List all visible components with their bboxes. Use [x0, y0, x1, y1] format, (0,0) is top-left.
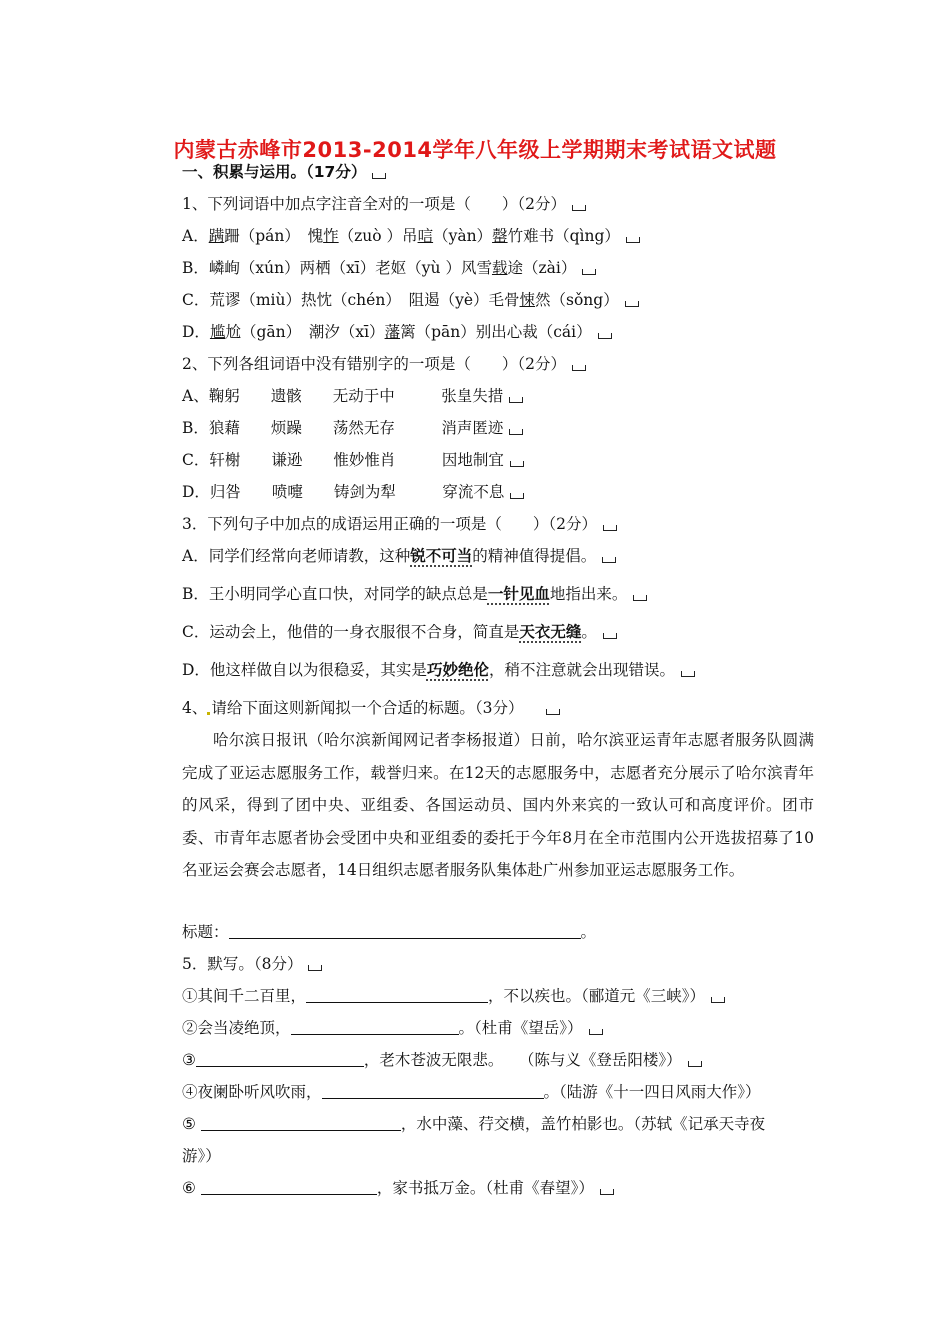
text-q4-stem-1: 4、	[182, 699, 208, 717]
text-q4-stem-2: 请给下面这则新闻拟一个合适的标题。（3分）	[211, 699, 524, 717]
paragraph-mark-icon	[625, 301, 639, 307]
question-5-stem	[182, 954, 322, 974]
highlight-dot-icon	[207, 712, 210, 715]
text-q1-a-u4: 罄	[492, 227, 508, 245]
question-1-option-d	[182, 322, 612, 342]
text-q2-c: C．轩榭 谦逊 惟妙惟肖 因地制宜	[182, 451, 504, 469]
recitation-blank-3[interactable]	[196, 1050, 364, 1067]
question-3-option-c	[182, 622, 617, 642]
text-q1-a-1: 跚（pán） 愧	[224, 227, 324, 245]
text-q5-l3-a: ③	[182, 1051, 196, 1069]
text-q1-d-1: 尬（gān） 潮汐（xī）	[225, 323, 385, 341]
paragraph-mark-icon	[572, 365, 586, 371]
page-title: 内蒙古赤峰市2013-2014学年八年级上学期期末考试语文试题	[173, 138, 777, 162]
text-q5-l6-b: ，家书抵万金。（杜甫《春望》）	[376, 1179, 594, 1197]
paragraph-mark-icon	[626, 237, 640, 243]
paragraph-mark-icon	[589, 1029, 603, 1035]
text-q3-c-1: C．运动会上，他借的一身衣服很不合身，简直是	[182, 623, 520, 641]
text-q4-label: 标题：	[182, 923, 229, 941]
text-q3-c-2: 。	[581, 623, 597, 641]
text-q1-a-3: （yàn）	[433, 227, 493, 245]
text-q3-d-1: D．他这样做自以为很稳妥，其实是	[182, 661, 427, 679]
text-q3-d-2: ，稍不注意就会出现错误。	[488, 661, 675, 679]
paragraph-mark-icon	[600, 1189, 614, 1195]
question-3-stem	[182, 514, 617, 534]
recitation-blank-2[interactable]	[291, 1018, 459, 1035]
recitation-blank-1[interactable]	[306, 986, 488, 1003]
paragraph-mark-icon	[509, 397, 523, 403]
text-q5-l1-b: ，不以疾也。（郦道元《三峡》）	[488, 987, 706, 1005]
text-q3-b-d: 一针见血	[487, 585, 550, 603]
text-q5-l3-b: ，老木苍波无限悲。 （陈与义《登岳阳楼》）	[363, 1051, 682, 1069]
text-q3-a-1: A．同学们经常向老师请教，这种	[182, 547, 411, 565]
question-2-option-a	[182, 386, 523, 406]
recitation-line-2	[182, 1018, 603, 1038]
paragraph-mark-icon	[711, 997, 725, 1003]
paragraph-mark-icon	[598, 333, 612, 339]
question-1-option-a	[182, 226, 640, 246]
text-q3-stem: 3．下列句子中加点的成语运用正确的一项是（ ）（2分）	[182, 515, 597, 533]
paragraph-mark-icon	[372, 173, 386, 179]
text-q1-a-u1: 蹒	[208, 227, 225, 245]
question-2-option-d	[182, 482, 524, 502]
paragraph-mark-icon	[509, 429, 523, 435]
title-answer-line	[182, 922, 596, 942]
recitation-line-5-cont	[182, 1146, 221, 1166]
text-q1-b-1: 途（zài）	[507, 259, 577, 277]
paragraph-mark-icon	[546, 709, 560, 715]
question-1-option-c	[182, 290, 639, 310]
text-q1-b-pre: B．嶙峋（xún）两栖（xī）老妪（yù ）风雪	[182, 259, 492, 277]
recitation-blank-5[interactable]	[201, 1114, 401, 1131]
paragraph-mark-icon	[510, 493, 524, 499]
question-1-stem	[182, 194, 586, 214]
text-q5-stem: 5．默写。（8分）	[182, 955, 303, 973]
question-3-option-b	[182, 584, 647, 604]
recitation-line-5	[182, 1114, 765, 1134]
text-q1-d-u1: 尴	[209, 323, 226, 341]
text-q5-l5-a: ⑤	[182, 1115, 201, 1133]
question-2-option-b	[182, 418, 523, 438]
q1-stem-text: 1、下列词语中加点字注音全对的一项是（ ）（2分）	[182, 195, 566, 213]
paragraph-mark-icon	[603, 633, 617, 639]
text-q3-d-d: 巧妙绝伦	[426, 661, 489, 679]
text-q1-d-2: 篱（pān）别出心裁（cái）	[400, 323, 592, 341]
section-heading-text: 一、积累与运用。（17分）	[182, 163, 367, 181]
text-q1-a-4: 竹难书（qìng）	[507, 227, 620, 245]
section-heading	[182, 162, 386, 182]
text-q3-b-1: B．王小明同学心直口快，对同学的缺点总是	[182, 585, 488, 603]
text-q1-b-u1: 载	[491, 259, 508, 277]
text-q4-end: 。	[580, 923, 597, 941]
title-answer-blank[interactable]	[229, 922, 581, 939]
text-q1-a-u3: 唁	[417, 227, 434, 245]
paragraph-mark-icon	[602, 557, 616, 563]
paragraph-mark-icon	[633, 595, 647, 601]
text-q5-l2-b: 。（杜甫《望岳》）	[458, 1019, 583, 1037]
question-1-option-b	[182, 258, 596, 278]
text-q3-a-2: 的精神值得提倡。	[472, 547, 597, 565]
text-q1-c-u1: 悚	[519, 291, 536, 309]
text-q2-stem: 2、下列各组词语中没有错别字的一项是（ ）（2分）	[182, 355, 566, 373]
text-q3-b-2: 地指出来。	[549, 585, 628, 603]
news-passage: 哈尔滨日报讯（哈尔滨新闻网记者李杨报道）日前，哈尔滨亚运青年志愿者服务队圆满完成了亚运志愿服务工作，载誉归来。在12天的志愿服务中，志愿者充分展示了哈尔滨青年的风采，得到了团中央、亚组委、各国运动员、国内外来宾的一致认可和高度评价。团市委、市青年志愿者协会受团中央和亚组委的委托于今年8月在全市范围内公开选拔招募了10名亚运会赛会志愿者，14日组织志愿者服务队集体赴广州参加亚运志愿服务工作。	[182, 731, 814, 880]
text-q5-l6-a: ⑥	[182, 1179, 201, 1197]
question-2-stem	[182, 354, 586, 374]
text-q1-a-2: （zuò ）吊	[338, 227, 418, 245]
paragraph-mark-icon	[603, 525, 617, 531]
text-q5-l5-b: ，水中藻、荇交横，盖竹柏影也。（苏轼《记承天寺夜	[400, 1115, 766, 1133]
recitation-line-6	[182, 1178, 614, 1198]
recitation-blank-4[interactable]	[322, 1082, 544, 1099]
text-q3-c-d: 天衣无缝	[519, 623, 582, 641]
question-3-option-a	[182, 546, 616, 566]
paragraph-mark-icon	[510, 461, 524, 467]
text-q1-a-pre: A．	[182, 227, 209, 245]
text-q5-l5-c: 游》）	[182, 1147, 221, 1165]
text-q5-l1-a: ①其间千二百里，	[182, 987, 307, 1005]
paragraph-mark-icon	[572, 205, 586, 211]
text-q1-a-u2: 怍	[323, 227, 339, 245]
text-q1-d-u2: 藩	[384, 323, 401, 341]
text-q1-c-pre: C．荒谬（miù）热忱（chén） 阻遏（yè）毛骨	[182, 291, 520, 309]
recitation-blank-6[interactable]	[201, 1178, 377, 1195]
question-2-option-c	[182, 450, 524, 470]
text-q2-a: A、鞠躬 遗骸 无动于中 张皇失措	[182, 387, 504, 405]
paragraph-mark-icon	[308, 965, 322, 971]
paragraph-mark-icon	[681, 671, 695, 677]
text-q5-l4-b: 。（陆游《十一四日风雨大作》）	[543, 1083, 761, 1101]
text-q2-d: D．归咎 喷嚏 铸剑为犁 穿流不息	[182, 483, 505, 501]
recitation-line-1	[182, 986, 725, 1006]
text-q3-a-d: 锐不可当	[410, 547, 473, 565]
recitation-line-4	[182, 1082, 761, 1102]
question-3-option-d	[182, 660, 695, 680]
text-q5-l4-a: ④夜阑卧听风吹雨，	[182, 1083, 322, 1101]
paragraph-mark-icon	[688, 1061, 702, 1067]
text-q5-l2-a: ②会当凌绝顶，	[182, 1019, 291, 1037]
text-q2-b: B．狼藉 烦躁 荡然无存 消声匿迹	[182, 419, 504, 437]
text-q1-d-pre: D．	[182, 323, 210, 341]
recitation-line-3	[182, 1050, 702, 1070]
paragraph-mark-icon	[582, 269, 596, 275]
text-q1-c-1: 然（sǒng）	[535, 291, 619, 309]
question-4-stem	[182, 698, 560, 718]
